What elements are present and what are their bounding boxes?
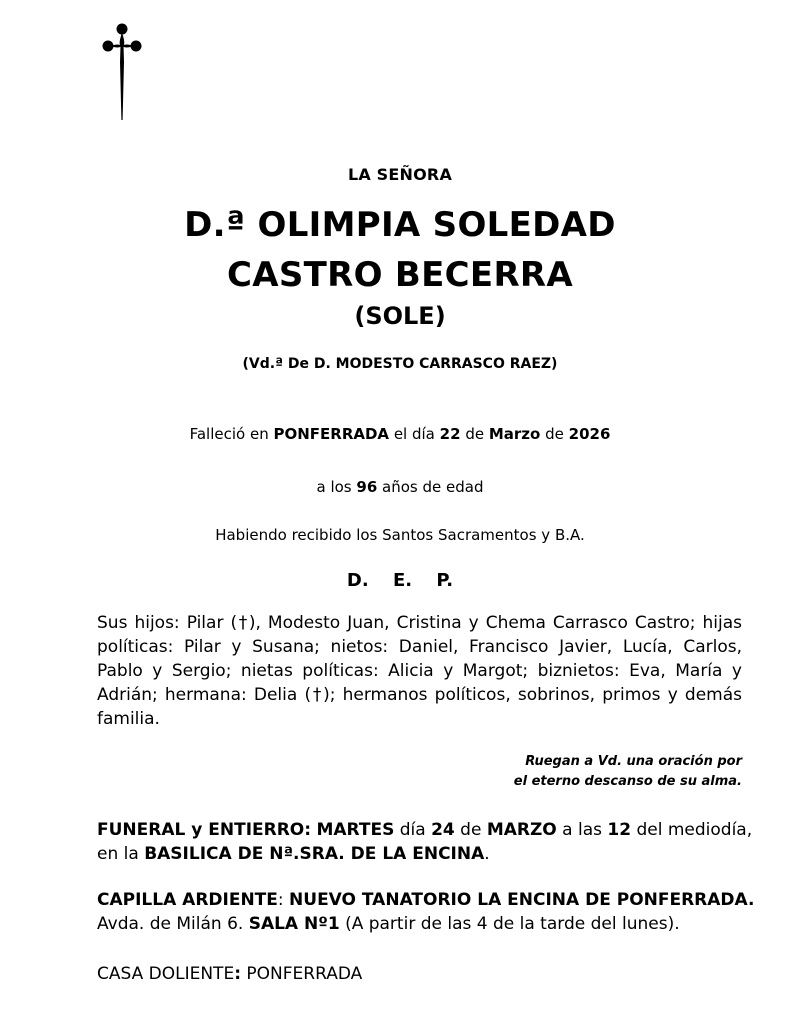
funeral-hour: 12 (607, 820, 632, 840)
death-month: Marzo (488, 425, 541, 443)
funeral-line-1 (97, 818, 757, 842)
death-place: PONFERRADA (273, 425, 390, 443)
age-years: 96 (356, 478, 378, 496)
funeral-line-2 (97, 842, 757, 866)
funeral-weekday: MARTES (316, 820, 395, 840)
prayer-request (342, 752, 742, 792)
funeral-label: FUNERAL y ENTIERRO: (97, 820, 312, 840)
prayer-line-2: el eterno descanso de su alma. (513, 774, 742, 789)
funeral-info (97, 818, 757, 866)
death-of1: de (465, 425, 485, 443)
funeral-of: de (460, 820, 482, 840)
age-line (0, 478, 800, 496)
rip-line: D. E. P. (346, 570, 454, 591)
cross-icon (100, 22, 144, 122)
funeral-day: 24 (431, 820, 455, 840)
funeral-day-word: día (399, 820, 426, 840)
chapel-room: SALA Nº1 (248, 914, 340, 934)
house-label: CASA DOLIENTE (97, 964, 235, 984)
chapel-place: NUEVO TANATORIO LA ENCINA DE PONFERRADA. (289, 890, 755, 910)
house-place: PONFERRADA (246, 964, 363, 984)
funeral-place-prefix: en la (97, 844, 139, 864)
death-day-label: el día (393, 425, 435, 443)
intro-text: LA SEÑORA (347, 165, 453, 184)
chapel-colon: : (277, 890, 284, 910)
deceased-nickname: (SOLE) (354, 302, 446, 330)
death-line (0, 425, 800, 443)
funeral-time-prefix: a las (562, 820, 602, 840)
death-prefix: Falleció en (189, 425, 269, 443)
chapel-address: Avda. de Milán 6. (97, 914, 244, 934)
chapel-info (97, 888, 757, 936)
age-suffix: años de edad (382, 478, 484, 496)
chapel-note: (A partir de las 4 de la tarde del lunes). (345, 914, 680, 934)
funeral-place: BASILICA DE Nª.SRA. DE LA ENCINA (144, 844, 485, 864)
funeral-time-suffix: del mediodía, (636, 820, 753, 840)
funeral-month: MARZO (486, 820, 557, 840)
age-prefix: a los (316, 478, 352, 496)
family-paragraph: Sus hijos: Pilar (†), Modesto Juan, Cristina y Chema Carrasco Castro; hijas políticas: Pilar y Susana; nietos: Daniel, Francisco Javier, Lucía, Carlos, Pablo y Sergio; nietas políticas: Alicia y Margot; biznietos: Eva, María y Adrián; hermana: Delia (†); hermanos políticos, sobrinos, primos y demás familia. (97, 613, 742, 729)
chapel-line-1 (97, 888, 757, 912)
widow-of: (Vd.ª De D. MODESTO CARRASCO RAEZ) (242, 356, 558, 372)
deceased-name-line2: CASTRO BECERRA (226, 255, 574, 295)
sacraments-line: Habiendo recibido los Santos Sacramentos y B.A. (215, 526, 585, 544)
death-day: 22 (439, 425, 461, 443)
death-year: 2026 (568, 425, 611, 443)
prayer-line-1: Ruegan a Vd. una oración por (525, 754, 742, 769)
mourning-house (97, 962, 757, 986)
house-colon: : (234, 964, 241, 984)
deceased-name-line1: D.ª OLIMPIA SOLEDAD (184, 205, 616, 245)
funeral-end: . (484, 844, 490, 864)
death-of2: de (545, 425, 564, 443)
chapel-label: CAPILLA ARDIENTE (97, 890, 278, 910)
chapel-line-2 (97, 912, 757, 936)
